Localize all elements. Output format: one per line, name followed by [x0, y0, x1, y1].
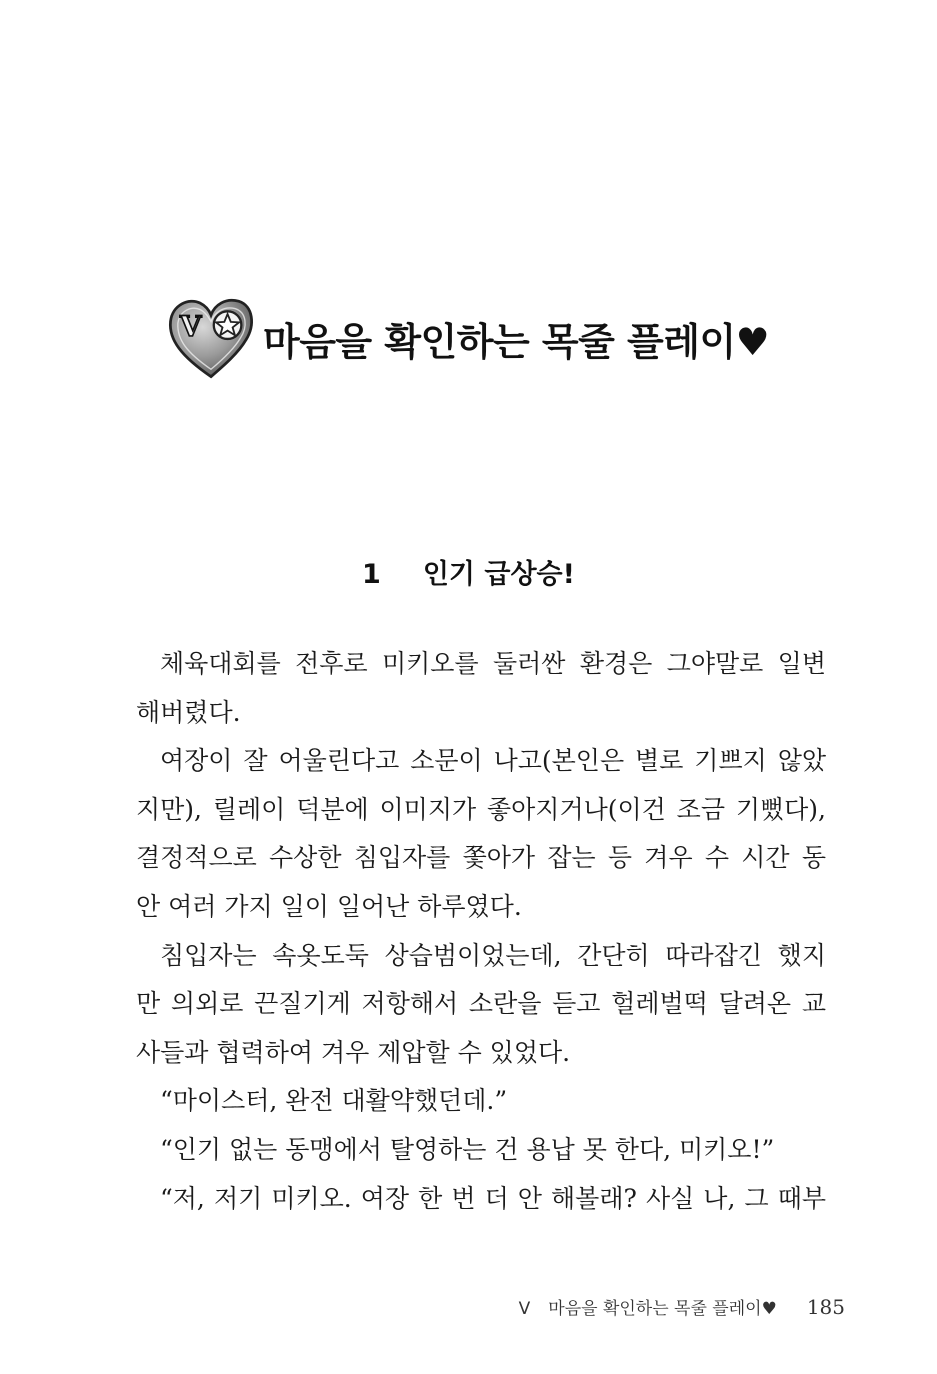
chapter-title: 마음을 확인하는 목줄 플레이♥	[263, 319, 770, 364]
body-line: “인기 없는 동맹에서 탈영하는 건 용납 못 한다, 미키오!”	[160, 1134, 775, 1164]
section-title: 인기 급상승!	[422, 559, 575, 590]
body-line: 안 여러 가지 일이 일어난 하루였다.	[136, 891, 522, 921]
body-line: 침입자는 속옷도둑 상습범이었는데, 간단히 따라잡긴 했지	[160, 940, 826, 970]
body-line: 사들과 협력하여 겨우 제압할 수 있었다.	[136, 1037, 571, 1067]
heart-star-emblem-icon	[165, 292, 257, 384]
body-line: 결정적으로 수상한 침입자를 쫓아가 잡는 등 겨우 수 시간 동	[136, 843, 826, 873]
section-number: 1	[362, 559, 381, 590]
body-line: “저, 저기 미키오. 여장 한 번 더 안 해볼래? 사실 나, 그 때부	[160, 1183, 826, 1213]
body-line: “마이스터, 완전 대활약했던데.”	[160, 1086, 508, 1116]
page-number: 185	[806, 1295, 845, 1319]
page-footer	[519, 1294, 845, 1319]
footer-chapter-title: 마음을 확인하는 목줄 플레이♥	[548, 1299, 777, 1319]
chapter-emblem-numeral: V	[180, 310, 202, 344]
chapter-heading	[165, 288, 825, 388]
body-line: 체육대회를 전후로 미키오를 둘러싼 환경은 그야말로 일변	[160, 649, 826, 678]
body-line: 지만), 릴레이 덕분에 이미지가 좋아지거나(이건 조금 기뻤다),	[136, 794, 826, 824]
footer-chapter-numeral: V	[518, 1299, 531, 1319]
section-heading	[0, 552, 937, 591]
body-line: 여장이 잘 어울린다고 소문이 나고(본인은 별로 기쁘지 않았	[160, 746, 826, 776]
body-text	[136, 640, 826, 1223]
body-line: 해버렸다.	[136, 697, 241, 727]
body-line: 만 의외로 끈질기게 저항해서 소란을 듣고 헐레벌떡 달려온 교	[136, 989, 826, 1019]
